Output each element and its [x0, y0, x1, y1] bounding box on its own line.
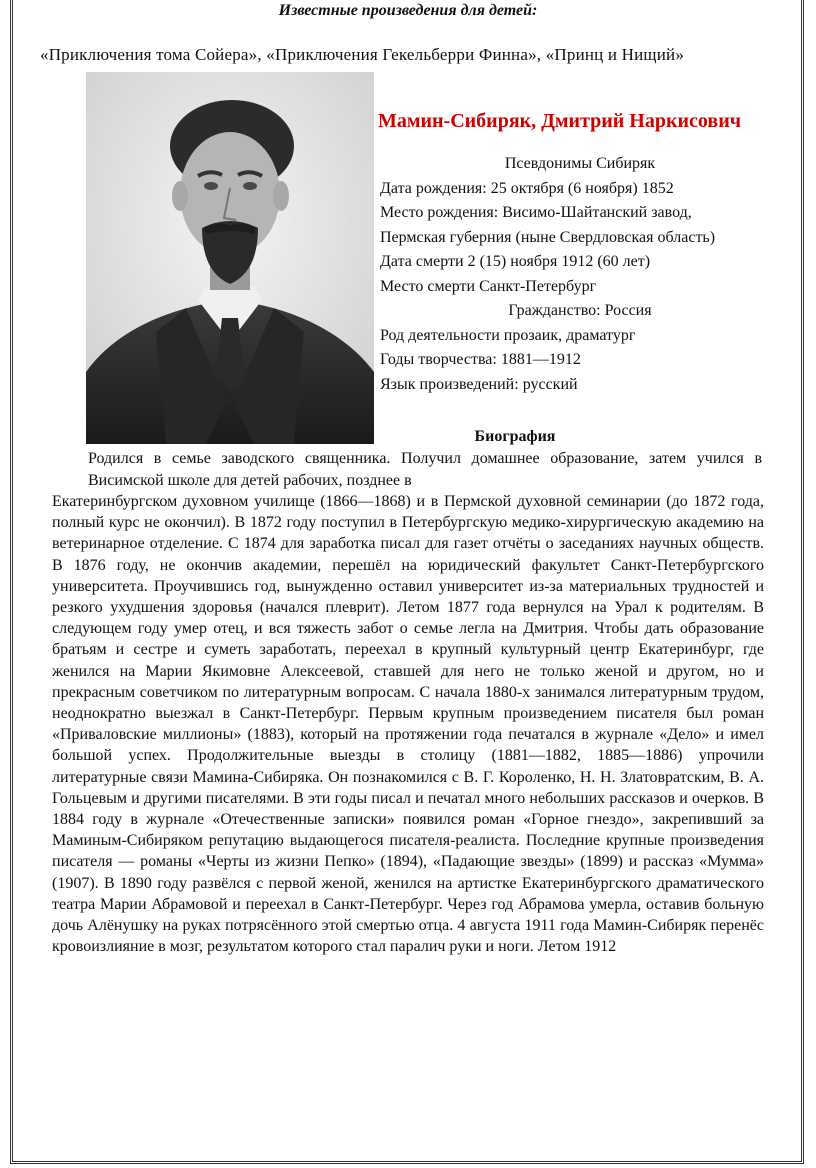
death-place-line: Место смерти Санкт-Петербург	[380, 277, 597, 295]
birth-place-line: Место рождения: Висимо-Шайтанский завод,	[380, 204, 692, 221]
language-line: Язык произведений: русский	[380, 375, 578, 393]
occupation-line: Род деятельности прозаик, драматург	[380, 326, 636, 344]
biography-heading: Биография	[474, 428, 556, 445]
birth-place-line-2: Пермская губерния (ныне Свердловская область)	[380, 228, 716, 246]
biography-text: Екатеринбургском духовном училище (1866—1868) и в Пермской духовной семинарии (до 1872 года, полный курс не окончил). В 1872 году поступил в Петербургскую медико-хирургическую академию на ветеринарное отделение. С 1874 для заработка писал для газет отчёты о заседаниях научных обществ. В 1876 году, не окончив академии, перешёл на юридический факультет Санкт-Петербургского университета. Проучившись год, вынужденно оставил университет из-за материальных трудностей и резкого ухудшения здоровья (начался плеврит). Летом 1877 года вернулся на Урал к родителям. В следующем году умер отец, и вся тяжесть забот о семье легла на Дмитрия. Чтобы дать образование братьям и сестре и суметь заработать, переехал в крупный культурный центр Екатеринбург, где женился на Марии Якимовне Алексеевой, ставшей для него не только женой и другом, но и прекрасным советчиком по литературным вопросам. С начала 1880-х занимался литературным трудом, неоднократно выезжал в Санкт-Петербург. Первым крупным произведением писателя был роман «Приваловские миллионы» (1883), который на протяжении года печатался в журнале «Дело» и имел большой успех. Продолжительные выезды в столицу (1881—1882, 1885—1886) упрочили литературные связи Мамина-Сибиряка. Он познакомился с В. Г. Короленко, Н. Н. Златовратским, В. А. Гольцевым и другими писателями. В эти годы писал и печатал много небольших рассказов и очерков. В 1884 году в журнале «Отечественные записки» появился роман «Горное гнездо», закрепивший за Маминым-Сибиряком репутацию выдающегося писателя-реалиста. Последние крупные произведения писателя — романы «Черты из жизни Пепко» (1894), «Падающие звезды» (1899) и рассказ «Мумма» (1907). В 1890 году развёлся с первой женой, женился на артистке Екатеринбургского драматического театра Марии Абрамовой и переехал в Санкт-Петербург. Через год Абрамова умерла, оставив больную дочь Алёнушку на руках потрясённого этой смертью отца. 4 августа 1911 года Мамин-Сибиряк перенёс кровоизлияние в мозг, результатом которого стал паралич руки и ноги. Летом 1912	[52, 493, 764, 956]
biography-intro: Родился в семье заводского священника. Получил домашнее образование, затем учился в Висимской школе для детей рабочих, позднее в	[88, 450, 762, 489]
death-date-line: Дата смерти 2 (15) ноября 1912 (60 лет)	[380, 253, 651, 270]
works-list: «Приключения тома Сойера», «Приключения Гекельберри Финна», «Принц и Нищий»	[40, 45, 685, 64]
author-info	[380, 152, 780, 397]
pseudonym-line: Псевдонимы Сибиряк	[504, 155, 656, 172]
author-portrait	[86, 72, 374, 444]
birth-date-line: Дата рождения: 25 октября (6 ноября) 1852	[380, 179, 674, 197]
section-title: Известные произведения для детей:	[278, 2, 538, 19]
years-active-line: Годы творчества: 1881—1912	[380, 351, 581, 368]
citizenship-line: Гражданство: Россия	[508, 302, 652, 319]
author-name: Мамин-Сибиряк, Дмитрий Наркисович	[378, 110, 742, 132]
